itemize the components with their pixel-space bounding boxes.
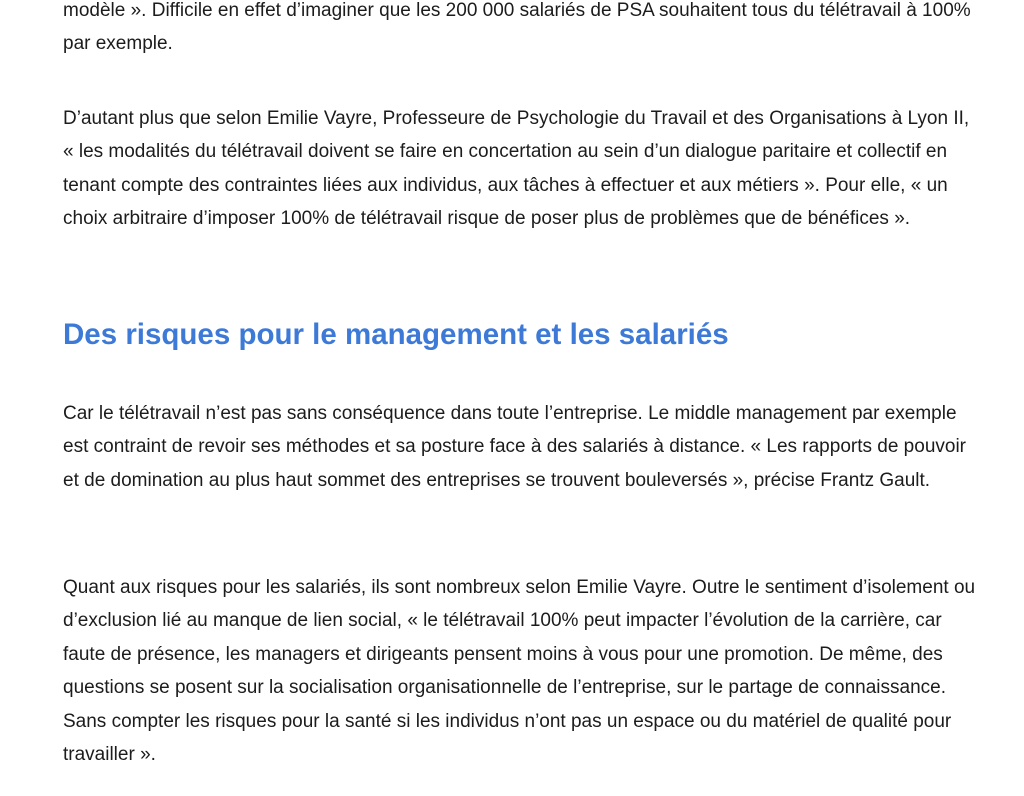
paragraph-middle-management: Car le télétravail n’est pas sans conséquence dans toute l’entreprise. Le middle management par exemple est contraint de revoir ses méthodes et sa posture face à des salariés à distance. « Les rapports de pouvoir et de domination au plus haut sommet des entreprises se trouvent bouleversés », précise Frantz Gault. [63, 403, 967, 491]
paragraph-psa-telework: modèle ». Difficile en effet d’imaginer que les 200 000 salariés de PSA souhaitent tous du télétravail à 100% par exemple. [63, 0, 971, 55]
paragraph-employee-risks: Quant aux risques pour les salariés, ils sont nombreux selon Emilie Vayre. Outre le sentiment d’isolement ou d’exclusion lié au manque de lien social, « le télétravail 100% peut impacter l’évolution de la carrière, car faute de présence, les managers et dirigeants pensent moins à vous pour une promotion. De même, des questions se posent sur la socialisation organisationnelle de l’entreprise, sur le partage de connaissance. Sans compter les risques pour la santé si les individus n’ont pas un espace ou du matériel de qualité pour travailler ». [63, 577, 976, 766]
paragraph-emilie-vayre-quote: D’autant plus que selon Emilie Vayre, Professeure de Psychologie du Travail et des Organisations à Lyon II, « les modalités du télétravail doivent se faire en concertation au sein d’un dialogue paritaire et collectif en tenant compte des contraintes liées aux individus, aux tâches à effectuer et aux métiers ». Pour elle, « un choix arbitraire d’imposer 100% de télétravail risque de poser plus de problèmes que de bénéfices ». [63, 108, 970, 230]
page-scrollbar[interactable] [1010, 0, 1024, 796]
section-heading: Des risques pour le management et les salariés [63, 318, 729, 351]
